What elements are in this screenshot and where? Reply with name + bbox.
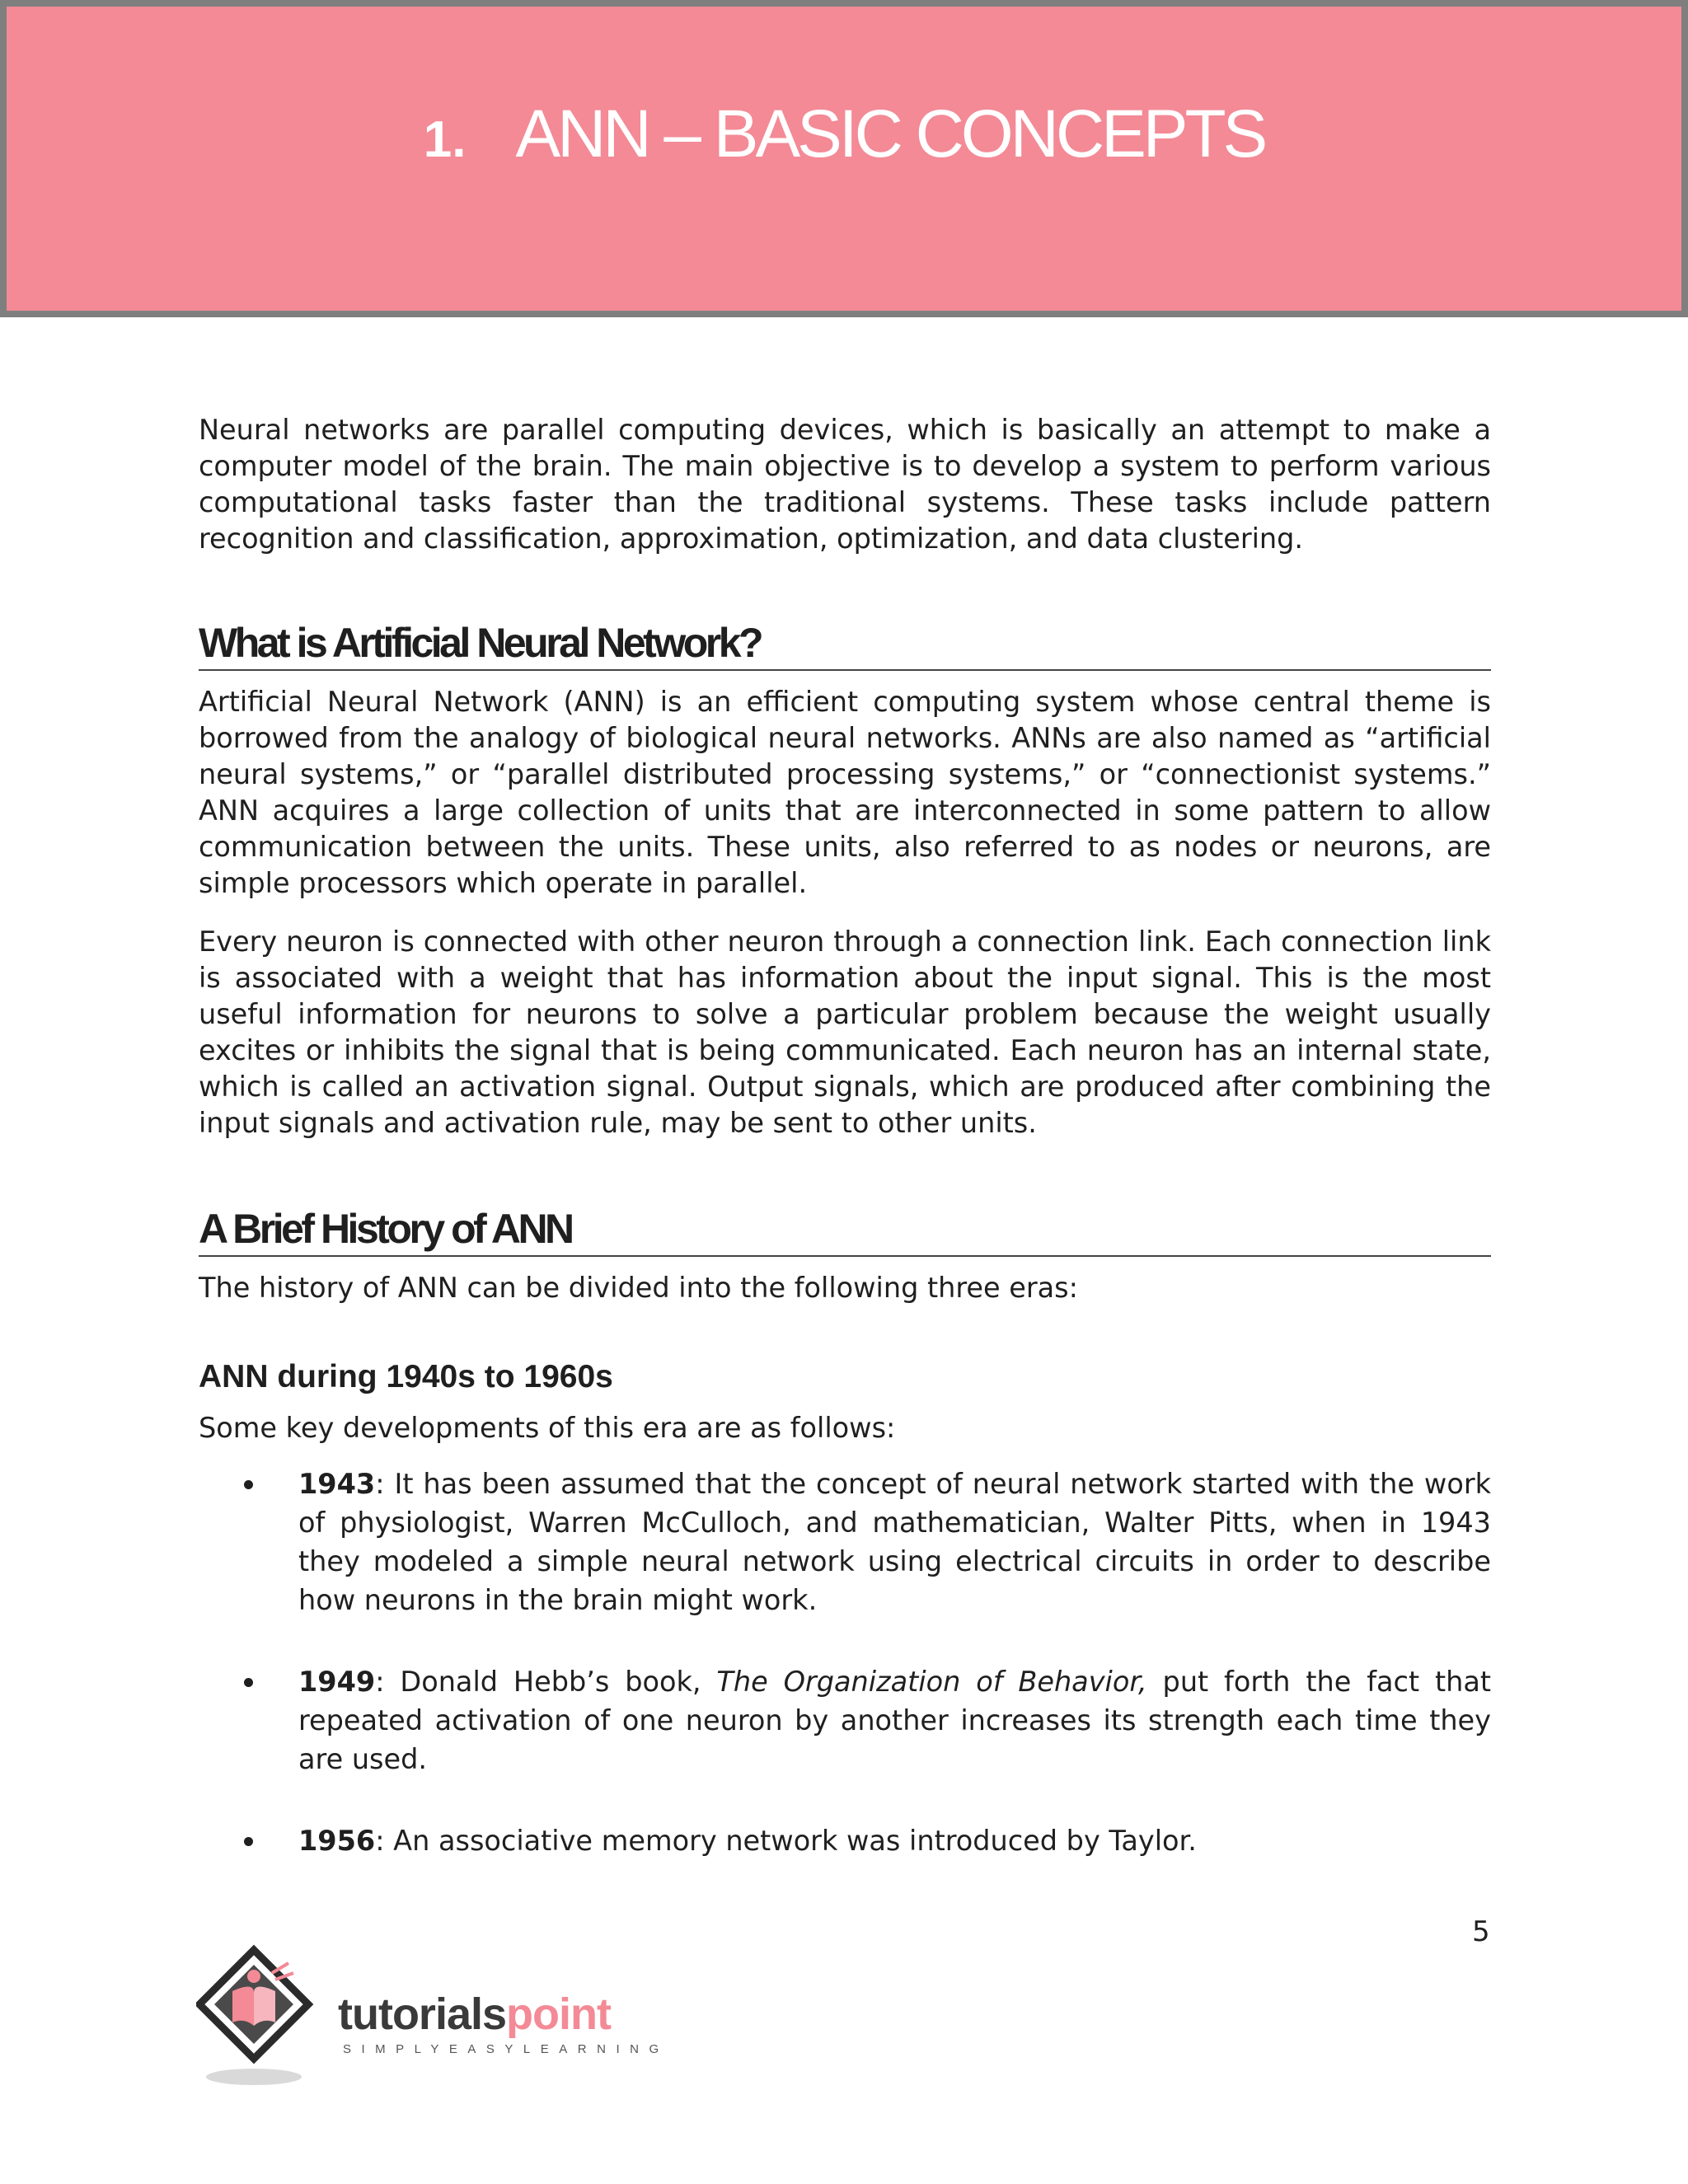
ann-definition-paragraph: Artificial Neural Network (ANN) is an efficient computing system whose central theme is borrowed from the analogy of biological neural networks. ANNs are also named as “artificial neural systems,” or “parallel distributed processing systems,” or “connectionist systems.” ANN acquires a large collection of units that are interconnected in some pattern to allow communication between the units. These units, also referred to as nodes or neurons, are simple processors which operate in parallel.: [199, 686, 1491, 899]
logo-diamond-icon: [196, 1943, 340, 2092]
tutorialspoint-logo: [196, 1943, 674, 2092]
page-content: [199, 412, 1491, 1903]
section-heading-what-is-ann: What is Artificial Neural Network?: [199, 616, 1491, 671]
section-heading-history: A Brief History of ANN: [199, 1202, 1491, 1257]
era-intro: Some key developments of this era are as follows:: [199, 1412, 896, 1444]
subheading-era-1940s-1960s: ANN during 1940s to 1960s: [199, 1359, 613, 1394]
list-item-1956: [199, 1821, 1491, 1860]
book-title: The Organization of Behavior,: [716, 1666, 1147, 1698]
neuron-connection-paragraph: Every neuron is connected with other neuron through a connection link. Each connection link is associated with a weight that has information about the input signal. This is the most useful information for neurons to solve a particular problem because the weight usually excites or inhibits the signal that is being communicated. Each neuron has an internal state, which is called an activation signal. Output signals, which are produced after combining the input signals and activation rule, may be sent to other units.: [199, 926, 1491, 1139]
bullet-icon: [244, 1480, 253, 1489]
year-label: 1956: [298, 1825, 376, 1857]
chapter-title: [7, 96, 1681, 173]
item-text: put forth the fact that repeated activation of one neuron by another increases its strength each time they are used.: [298, 1666, 1491, 1775]
history-list: [199, 1465, 1491, 1860]
item-text: : Donald Hebb’s book,: [375, 1666, 717, 1698]
intro-paragraph: Neural networks are parallel computing devices, which is basically an attempt to make a computer model of the brain. The main objective is to develop a system to perform various computational tasks faster than the traditional systems. These tasks include pattern recognition and classification, approximation, optimization, and data clustering.: [199, 414, 1491, 555]
year-label: 1943: [298, 1468, 376, 1500]
list-item-1949: [199, 1662, 1491, 1779]
year-label: 1949: [298, 1666, 376, 1698]
logo-tagline: SIMPLYEASYLEARNING: [343, 2042, 669, 2056]
page-number: 5: [1472, 1915, 1490, 1948]
chapter-title-text: ANN – BASIC CONCEPTS: [515, 96, 1265, 171]
chapter-banner: [0, 0, 1688, 317]
item-text: : It has been assumed that the concept of neural network started with the work of physiologist, Warren McCulloch, and mathematician, Walter Pitts, when in 1943 they modeled a simple neural network using electrical circuits in order to describe how neurons in the brain might work.: [298, 1468, 1491, 1616]
item-text: : An associative memory network was introduced by Taylor.: [375, 1825, 1197, 1857]
list-item-1943: [199, 1465, 1491, 1619]
bullet-icon: [244, 1837, 253, 1846]
logo-wordmark: tutorialspoint: [338, 1990, 611, 2039]
bullet-icon: [244, 1678, 253, 1687]
chapter-number: 1.: [423, 111, 467, 168]
history-intro: The history of ANN can be divided into the following three eras:: [199, 1272, 1078, 1304]
